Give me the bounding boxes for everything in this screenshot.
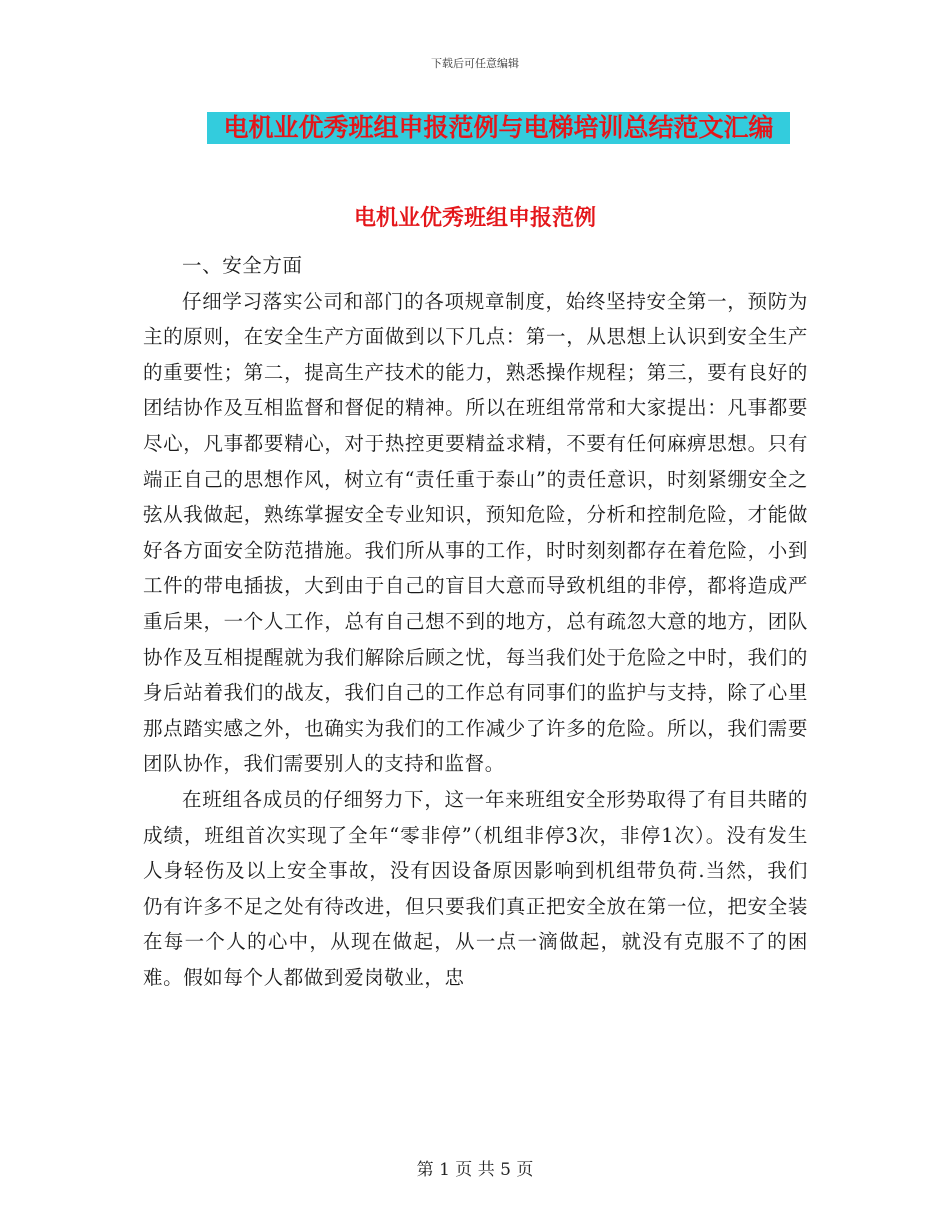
page-number-footer: 第 1 页 共 5 页	[416, 1160, 534, 1180]
main-title: 电机业优秀班组申报范例与电梯培训总结范文汇编	[223, 113, 774, 142]
document-body	[143, 248, 808, 995]
main-title-highlight	[207, 112, 790, 144]
header-note: 下载后可任意编辑	[431, 57, 519, 70]
section-title: 电机业优秀班组申报范例	[353, 206, 596, 231]
body-paragraph: 在班组各成员的仔细努力下，这一年来班组安全形势取得了有目共睹的成绩，班组首次实现了全年“零非停”（机组非停3次，非停1次）。没有发生人身轻伤及以上安全事故，没有因设备原因影响到机组带负荷.当然，我们仍有许多不足之处有待改进，但只要我们真正把安全放在第一位，把安全装在每一个人的心中，从现在做起，从一点一滴做起，就没有克服不了的困难。假如每个人都做到爱岗敬业，忠	[143, 787, 808, 989]
body-paragraph: 仔细学习落实公司和部门的各项规章制度，始终坚持安全第一，预防为主的原则，在安全生产方面做到以下几点：第一，从思想上认识到安全生产的重要性；第二，提高生产技术的能力，熟悉操作规程；第三，要有良好的团结协作及互相监督和督促的精神。所以在班组常常和大家提出：凡事都要尽心，凡事都要精心，对于热控更要精益求精，不要有任何麻痹思想。只有端正自己的思想作风，树立有“责任重于泰山”的责任意识，时刻紧绷安全之弦从我做起，熟练掌握安全专业知识，预知危险，分析和控制危险，才能做好各方面安全防范措施。我们所从事的工作，时时刻刻都存在着危险，小到工件的带电插拔，大到由于自己的盲目大意而导致机组的非停，都将造成严重后果，一个人工作，总有自己想不到的地方，总有疏忽大意的地方，团队协作及互相提醒就为我们解除后顾之忧，每当我们处于危险之中时，我们的身后站着我们的战友，我们自己的工作总有同事们的监护与支持，除了心里那点踏实感之外，也确实为我们的工作减少了许多的危险。所以，我们需要团队协作，我们需要别人的支持和监督。	[143, 289, 808, 776]
section-heading-safety: 一、安全方面	[182, 254, 303, 277]
